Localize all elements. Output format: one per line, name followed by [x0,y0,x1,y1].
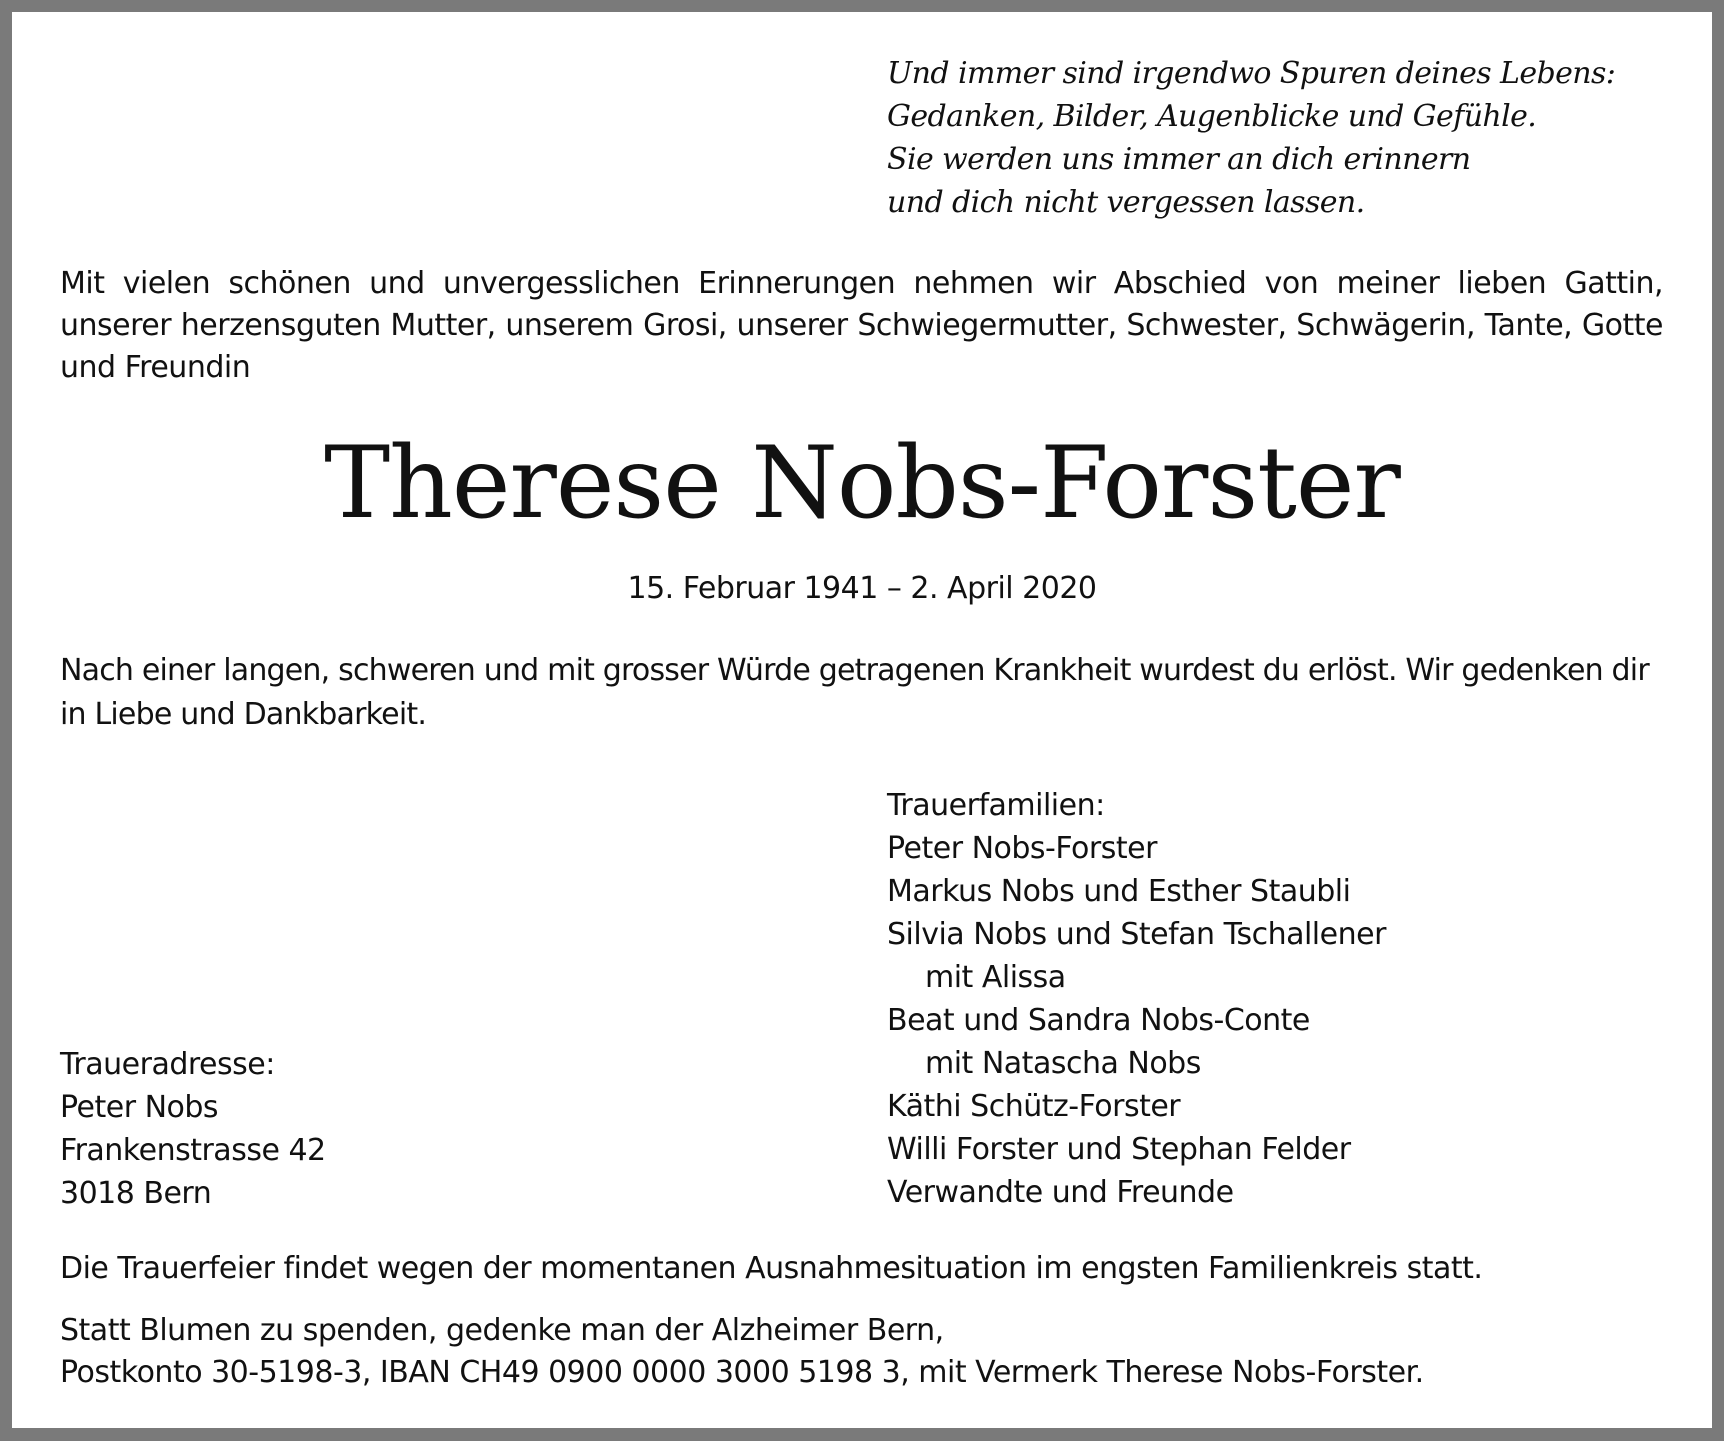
family-member: Verwandte und Freunde [887,1175,1234,1210]
family-member: Willi Forster und Stephan Felder [887,1132,1351,1167]
funeral-notice: Die Trauerfeier findet wegen der momentanen Ausnahmesituation im engsten Familienkreis statt. [60,1251,1483,1286]
family-member: Käthi Schütz-Forster [887,1089,1181,1124]
donation-line: Statt Blumen zu spenden, gedenke man der Alzheimer Bern, [60,1313,944,1348]
donation-info [60,1310,1680,1394]
poem [887,52,1687,224]
family-member: Beat und Sandra Nobs-Conte [887,1003,1310,1038]
poem-line: Gedanken, Bilder, Augenblicke und Gefühle. [887,99,1537,134]
mourning-address [60,1043,760,1215]
life-dates: 15. Februar 1941 – 2. April 2020 [627,571,1097,606]
address-name: Peter Nobs [60,1090,219,1125]
address-street: Frankenstrasse 42 [60,1133,326,1168]
family-member: mit Alissa [925,960,1066,995]
poem-line: Und immer sind irgendwo Spuren deines Lebens: [887,56,1616,91]
address-heading: Traueradresse: [60,1047,275,1082]
family-member: Markus Nobs und Esther Staubli [887,874,1351,909]
obituary-page [12,12,1712,1428]
families-heading: Trauerfamilien: [887,788,1105,823]
intro-paragraph: Mit vielen schönen und unvergesslichen Erinnerungen nehmen wir Abschied von meiner lieben Gattin, unserer herzensguten Mutter, unserem Grosi, unserer Schwiegermutter, Schwester, Schwägerin, Tante, Gotte und Freundin [60,266,1663,385]
deceased-name: Therese Nobs-Forster [324,426,1400,541]
family-member: Peter Nobs-Forster [887,831,1157,866]
poem-line: und dich nicht vergessen lassen. [887,185,1365,220]
donation-line: Postkonto 30-5198-3, IBAN CH49 0900 0000 3000 5198 3, mit Vermerk Therese Nobs-Forster. [60,1355,1424,1390]
family-member: Silvia Nobs und Stefan Tschallener [887,917,1386,952]
condolence-paragraph: Nach einer langen, schweren und mit grosser Würde getragenen Krankheit wurdest du erlöst. Wir gedenken dir in Liebe und Dankbarkeit. [60,653,1649,732]
address-city: 3018 Bern [60,1176,212,1211]
mourning-families [887,784,1687,1214]
poem-line: Sie werden uns immer an dich erinnern [887,142,1471,177]
family-member: mit Natascha Nobs [925,1046,1201,1081]
